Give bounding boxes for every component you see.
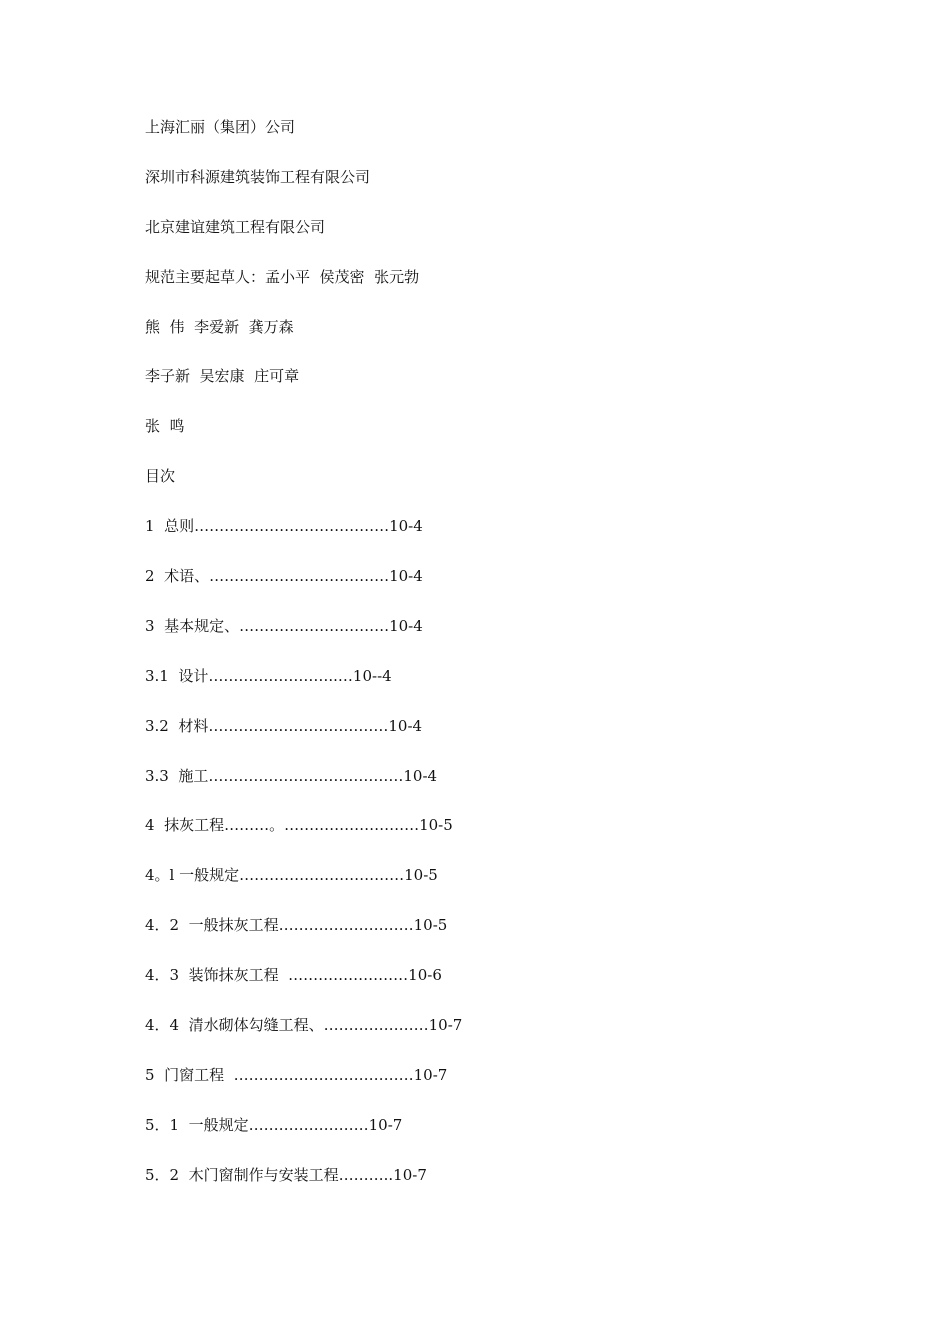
toc-entry: 5．2 木门窗制作与安装工程………..10-7 — [145, 1165, 427, 1184]
toc-entry: 3.3 施工…………………………………10-4 — [145, 766, 438, 785]
drafters-heading: 规范主要起草人：孟小平 侯茂密 张元勃 — [145, 267, 420, 286]
toc-entry: 4．4 清水砌体勾缝工程、…………………10-7 — [145, 1016, 463, 1035]
org-line: 上海汇丽（集团）公司 — [145, 118, 296, 136]
toc-entry: 3 基本规定、…………………………10-4 — [145, 616, 423, 635]
toc-entry: 4．3 装饰抹灰工程 ……………………10-6 — [145, 966, 442, 985]
drafters-line: 李子新 吴宏康 庄可章 — [145, 367, 300, 386]
toc-entry: 5．1 一般规定……………………10-7 — [145, 1115, 403, 1134]
toc-entry: 4．2 一般抹灰工程………………………10-5 — [145, 916, 448, 935]
toc-entry: 4。l 一般规定……………………………10-5 — [145, 866, 438, 885]
toc-title: 目次 — [145, 467, 176, 486]
toc-entry: 1 总则…………………………………10-4 — [145, 517, 423, 536]
toc-entry: 4 抹灰工程………。………………………10-5 — [145, 816, 453, 835]
drafters-line: 熊 伟 李爱新 龚万森 — [145, 317, 294, 336]
toc-entry: 5 门窗工程 ………………………………10-7 — [145, 1065, 448, 1084]
toc-entry: 3.1 设计……………………..…10--4 — [145, 666, 392, 685]
drafters-line: 张 鸣 — [145, 417, 185, 436]
org-line: 北京建谊建筑工程有限公司 — [145, 217, 326, 236]
document-body — [145, 114, 865, 1212]
toc-entry: 2 术语、………………………………10-4 — [145, 567, 423, 586]
toc-entry: 3.2 材料………………………………10-4 — [145, 716, 423, 735]
org-line: 深圳市科源建筑装饰工程有限公司 — [145, 167, 371, 186]
